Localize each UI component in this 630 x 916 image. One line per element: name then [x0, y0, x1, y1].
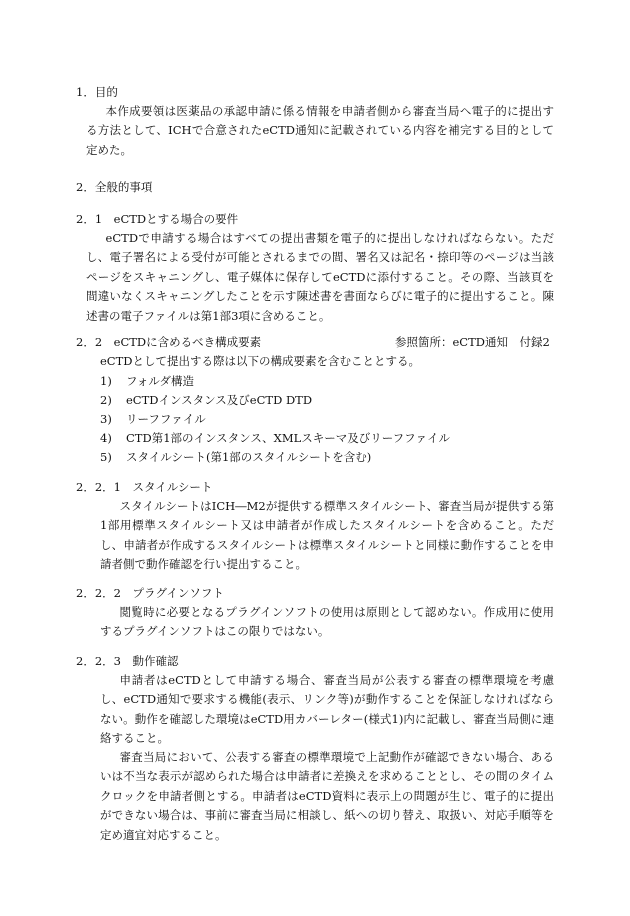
section-2-2-3-body-2: 審査当局において、公表する審査の標準環境で上記動作が確認できない場合、あるいは不当な表示が認められた場合は申請者に差換えを求めることとし、その間のタイムクロックを申請者側とする。申請者はeCTD資料に表示上の問題が生じ、電子的に提出ができない場合は、事前に審査当局に相談し、紙への切り替え、取扱い、対応手順等を定め適宜対応すること。: [100, 750, 554, 842]
section-2-2-2-body: 閲覧時に必要となるプラグインソフトの使用は原則として認めない。作成用に使用するプラグインソフトはこの限りではない。: [100, 605, 554, 639]
list-item-text: リーフファイル: [126, 412, 206, 426]
list-item-text: eCTDインスタンス及びeCTD DTD: [126, 393, 313, 407]
section-1-body: 本作成要領は医薬品の承認申請に係る情報を申請者側から審査当局へ電子的に提出する方法として、ICHで合意されたeCTD通知に記載されている内容を補完する目的として定めた。: [86, 104, 554, 157]
list-item-number: 4): [100, 431, 112, 445]
section-2-heading: 2．全般的事項: [76, 180, 153, 194]
list-item: [100, 410, 206, 429]
list-item-number: 2): [100, 393, 112, 407]
section-2-2-reference: 参照箇所：eCTD通知 付録2: [395, 335, 550, 349]
list-item-number: 1): [100, 374, 112, 388]
section-2-2-3-heading: 2．2．3 動作確認: [76, 654, 179, 668]
section-2-2-2-heading: 2．2．2 プラグインソフト: [76, 586, 224, 600]
list-item: [100, 391, 312, 410]
list-item-text: フォルダ構造: [126, 374, 194, 388]
section-2-2-1-body: スタイルシートはICH―M2が提供する標準スタイルシート、審査当局が提供する第1部用標準スタイルシート又は申請者が作成したスタイルシートを含めること。ただし、申請者が作成するスタイルシートは標準スタイルシートと同様に動作することを申請者側で動作確認を行い提出すること。: [100, 499, 554, 572]
list-item: [100, 372, 194, 391]
list-item-text: スタイルシート(第1部のスタイルシートを含む): [126, 450, 372, 464]
list-item: [100, 448, 371, 467]
list-item-number: 5): [100, 450, 112, 464]
section-2-2-heading: 2．2 eCTDに含めるべき構成要素: [76, 335, 262, 349]
section-2-2-intro: eCTDとして提出する際は以下の構成要素を含むこととする。: [100, 354, 420, 368]
list-item-text: CTD第1部のインスタンス、XMLスキーマ及びリーフファイル: [126, 431, 450, 445]
section-2-1-heading: 2．1 eCTDとする場合の要件: [76, 212, 239, 226]
section-2-1-body: eCTDで申請する場合はすべての提出書類を電子的に提出しなければならない。ただし、電子署名による受付が可能とされるまでの間、署名又は記名・捺印等のページは当該ページをスキャニングし、電子媒体に保存してeCTDに添付すること。その際、当該頁を間違いなくスキャニングしたことを示す陳述書を書面ならびに電子的に提出すること。陳述書の電子ファイルは第1部3項に含めること。: [86, 231, 554, 323]
list-item-number: 3): [100, 412, 112, 426]
section-2-2-3-body-1: 申請者はeCTDとして申請する場合、審査当局が公表する審査の標準環境を考慮し、eCTD通知で要求する機能(表示、リンク等)が動作することを保証しなければならない。動作を確認した環境はeCTD用カバーレター(様式1)内に記載し、審査当局側に連絡すること。: [100, 673, 554, 746]
list-item: [100, 429, 450, 448]
section-1-heading: 1．目的: [76, 85, 118, 99]
section-2-2-1-heading: 2．2．1 スタイルシート: [76, 480, 213, 494]
